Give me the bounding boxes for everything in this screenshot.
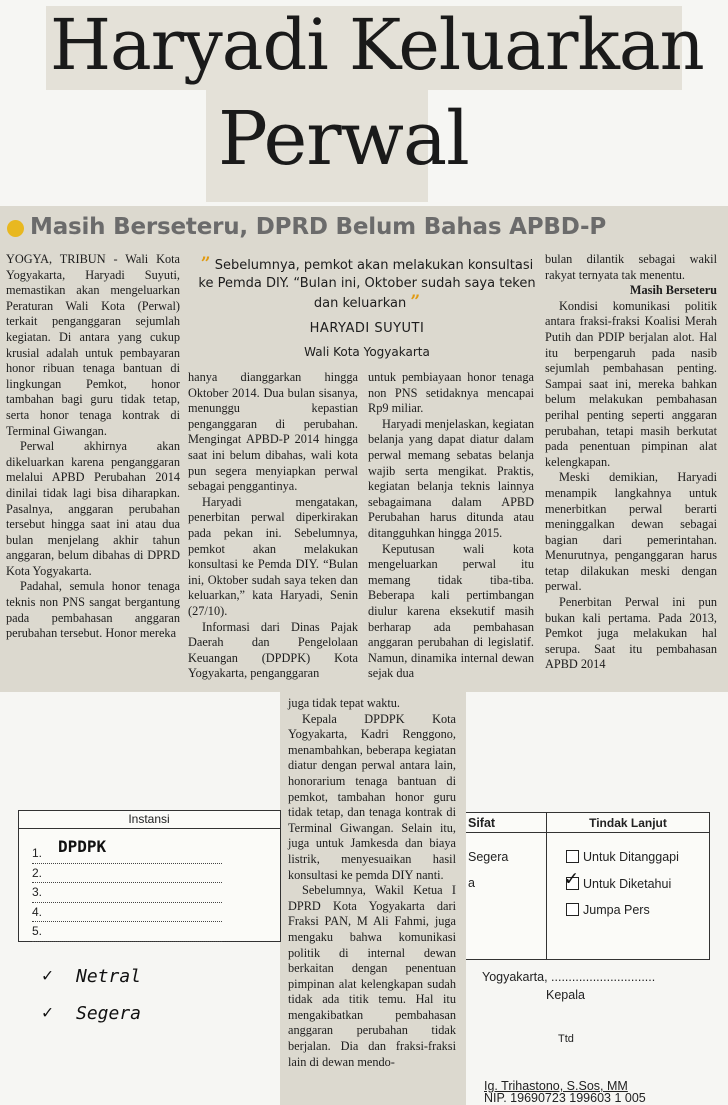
paragraph: hanya dianggarkan hingga Oktober 2014. Dua bulan sisanya, menunggu kepastian penganggaran di perubahan. Mengingat APBD-P 2014 hingga saat ini belum dibahas, wali kota pun segera menyiapkan perwal sebagai penggantinya. (188, 370, 358, 494)
instansi-row[interactable]: 4. (32, 903, 222, 923)
paragraph: Haryadi menjelaskan, kegiatan belanja yang dapat diatur dalam perwal memang sebatas belanja wajib serta mengikat. Praktis, kegiatan belanja teknis lainnya sebagaimana dalam APBD Perubahan harus ditunda atau ditangguhkan hingga 2015. (368, 416, 534, 540)
handnote-check-2-icon: ✓ (42, 1002, 53, 1023)
section-subhead: Masih Berseteru (629, 283, 717, 298)
headline-line-1: Haryadi Keluarkan (50, 4, 704, 86)
paragraph: Kepala DPDPK Kota Yogyakarta, Kadri Renggono, menambahkan, beberapa kegiatan diatur dengan perwal antara lain, honorarium tenaga bantuan di pemkot, tambahan honor guru tidak tetap, dan tenaga kontrak di Terminal Giwangan. Selain itu, juga untuk Jamkesda dan biaya listrik, menyesuaikan hasil konsultasi ke pemda DIY nanti. (288, 711, 456, 882)
instansi-handwritten-entry: DPDPK (58, 837, 107, 856)
paragraph: Keputusan wali kota mengeluarkan perwal itu memang tidak tiba-tiba. Beberapa kali pertimbangan diulur karena eksekutif masih berharap ada pembahasan anggaran perubahan di legislatif. Namun, dinamika internal dewan sejak dua (368, 541, 534, 681)
handnote-check-1-icon: ✓ (42, 965, 53, 986)
handnote-netral: Netral (76, 966, 142, 987)
quote-close-icon: ” (410, 292, 421, 312)
handnote-segera: Segera (76, 1003, 142, 1024)
place-date-field[interactable]: Yogyakarta, .............................. (482, 970, 656, 984)
signer-nip: NIP. 19690723 199603 1 005 (484, 1091, 646, 1105)
paragraph: Penerbitan Perwal ini pun bukan kali pertama. Pada 2013, Pemkot juga melakukan hal serupa. Saat itu pembahasan APBD 2014 (545, 595, 717, 672)
paragraph: Meski demikian, Haryadi menampik langkahnya untuk menerbitkan perwal berarti meninggalkan dewan sebagai bagian dari pemerintahan. Menurutnya, penganggaran harus tetap dilakukan meski dengan perwal. (545, 470, 717, 594)
instansi-header: Instansi (128, 812, 170, 826)
bullet-dot-icon (7, 220, 24, 237)
instansi-row[interactable]: 1. (32, 844, 222, 864)
paragraph: bulan dilantik sebagai wakil rakyat ternyata tak menentu. (545, 252, 717, 282)
subheadline: Masih Berseteru, DPRD Belum Bahas APBD-P (30, 214, 607, 240)
article-column-5 (288, 696, 456, 1070)
sifat-box (466, 812, 546, 960)
label-jumpa-pers: Jumpa Pers (583, 903, 650, 917)
tindak-lanjut-header: Tindak Lanjut (589, 816, 667, 830)
instansi-row[interactable]: 5. (32, 922, 222, 942)
instansi-row[interactable]: 3. (32, 883, 222, 903)
instansi-divider (18, 828, 280, 829)
paragraph: Kondisi komunikasi politik antara fraksi-fraksi Koalisi Merah Putih dan PDIP berjalan alot. Hal itu berpengaruh pada nasib sejumlah pembahasan penting. Sampai saat ini, mereka bahkan belum melakukan pembahasan perihal penting seperti anggaran perubahan, tetapi masih berkutat pada penentuan pimpinan alat kelengkapan. (545, 298, 717, 469)
sifat-item-segera: Segera (468, 850, 509, 864)
paragraph: Informasi dari Dinas Pajak Daerah dan Pengelolaan Keuangan (DPDPK) Kota Yogyakarta, penganggaran (188, 619, 358, 681)
headline-line-2: Perwal (218, 96, 469, 182)
paragraph: Padahal, semula honor tenaga teknis non PNS sangat bergantung pada pembahasan anggaran perubahan tersebut. Honor mereka (6, 579, 180, 641)
pull-quote-role: Wali Kota Yogyakarta (304, 345, 430, 359)
checkbox-untuk-ditanggapi[interactable] (566, 850, 579, 863)
ttd-label: Ttd (558, 1033, 574, 1045)
tindak-lanjut-divider (546, 832, 710, 833)
article-column-3 (368, 370, 534, 682)
paragraph: untuk pembiayaan honor tenaga non PNS setidaknya mencapai Rp9 miliar. (368, 370, 534, 416)
article-column-2 (188, 370, 358, 682)
article-column-1 (6, 252, 180, 642)
label-untuk-diketahui: Untuk Diketahui (583, 877, 672, 891)
pull-quote-text: Sebelumnya, pemkot akan melakukan konsultasi ke Pemda DIY. “Bulan ini, Oktober sudah saya teken dan keluarkan (198, 258, 536, 311)
paragraph: Perwal akhirnya akan dikeluarkan karena penganggaran melalui APBD Perubahan 2014 dinilai tidak lagi bisa diharapkan. Pasalnya, anggaran perubahan tersebut hingga saat ini atau dua bulan menjelang akhir tahun anggaran, belum dibahas di DPRD Kota Yogyakarta. (6, 439, 180, 578)
label-untuk-ditanggapi: Untuk Ditanggapi (583, 850, 679, 864)
signer-name: Ig. Trihastono, S.Sos, MM (484, 1079, 628, 1093)
article-column-4 (545, 252, 717, 673)
instansi-row[interactable]: 2. (32, 864, 222, 884)
check-mark-icon: ✓ (565, 866, 578, 890)
checkbox-jumpa-pers[interactable] (566, 903, 579, 916)
instansi-list (32, 844, 222, 942)
paragraph: Sebelumnya, Wakil Ketua I DPRD Kota Yogyakarta dari Fraksi PAN, M Ali Fahmi, juga mengaku bahwa komunikasi politik di internal dewan berkaitan dengan penentuan pimpinan alat kelengkapan sudah tidak ada titik temu. Hal itu mengakibatkan pembahasan anggaran perubahan tidak berjalan. Dia dan fraksi-fraksi lain di dewan mendo- (288, 883, 456, 1069)
paragraph: Haryadi mengatakan, penerbitan perwal diperkirakan pada pekan ini. Sebelumnya, pemkot akan melakukan konsultasi ke Pemda DIY. “Bulan ini, Oktober sudah saya teken dan keluarkan,” kata Haryadi, Senin (27/10). (188, 494, 358, 618)
sifat-item-partial: a (468, 876, 475, 890)
paragraph: YOGYA, TRIBUN - Wali Kota Yogyakarta, Haryadi Suyuti, memastikan akan mengeluarkan Peraturan Wali Kota (Perwal) terkait penganggaran sejumlah kegiatan. Di antara yang cukup krusial adalah untuk pembayaran honor ribuan tenaga bantuan di lingkungan Pemkot, honor tambahan bagi guru tidak tetap, serta honor tenaga kontrak di Terminal Giwangan. (6, 252, 180, 438)
kepala-label: Kepala (546, 988, 585, 1002)
sifat-divider (466, 832, 546, 833)
pull-quote (196, 255, 538, 313)
paragraph: juga tidak tepat waktu. (288, 696, 401, 710)
pull-quote-name: HARYADI SUYUTI (309, 321, 425, 336)
sifat-header: Sifat (468, 816, 496, 830)
quote-open-icon: ” (200, 254, 211, 274)
